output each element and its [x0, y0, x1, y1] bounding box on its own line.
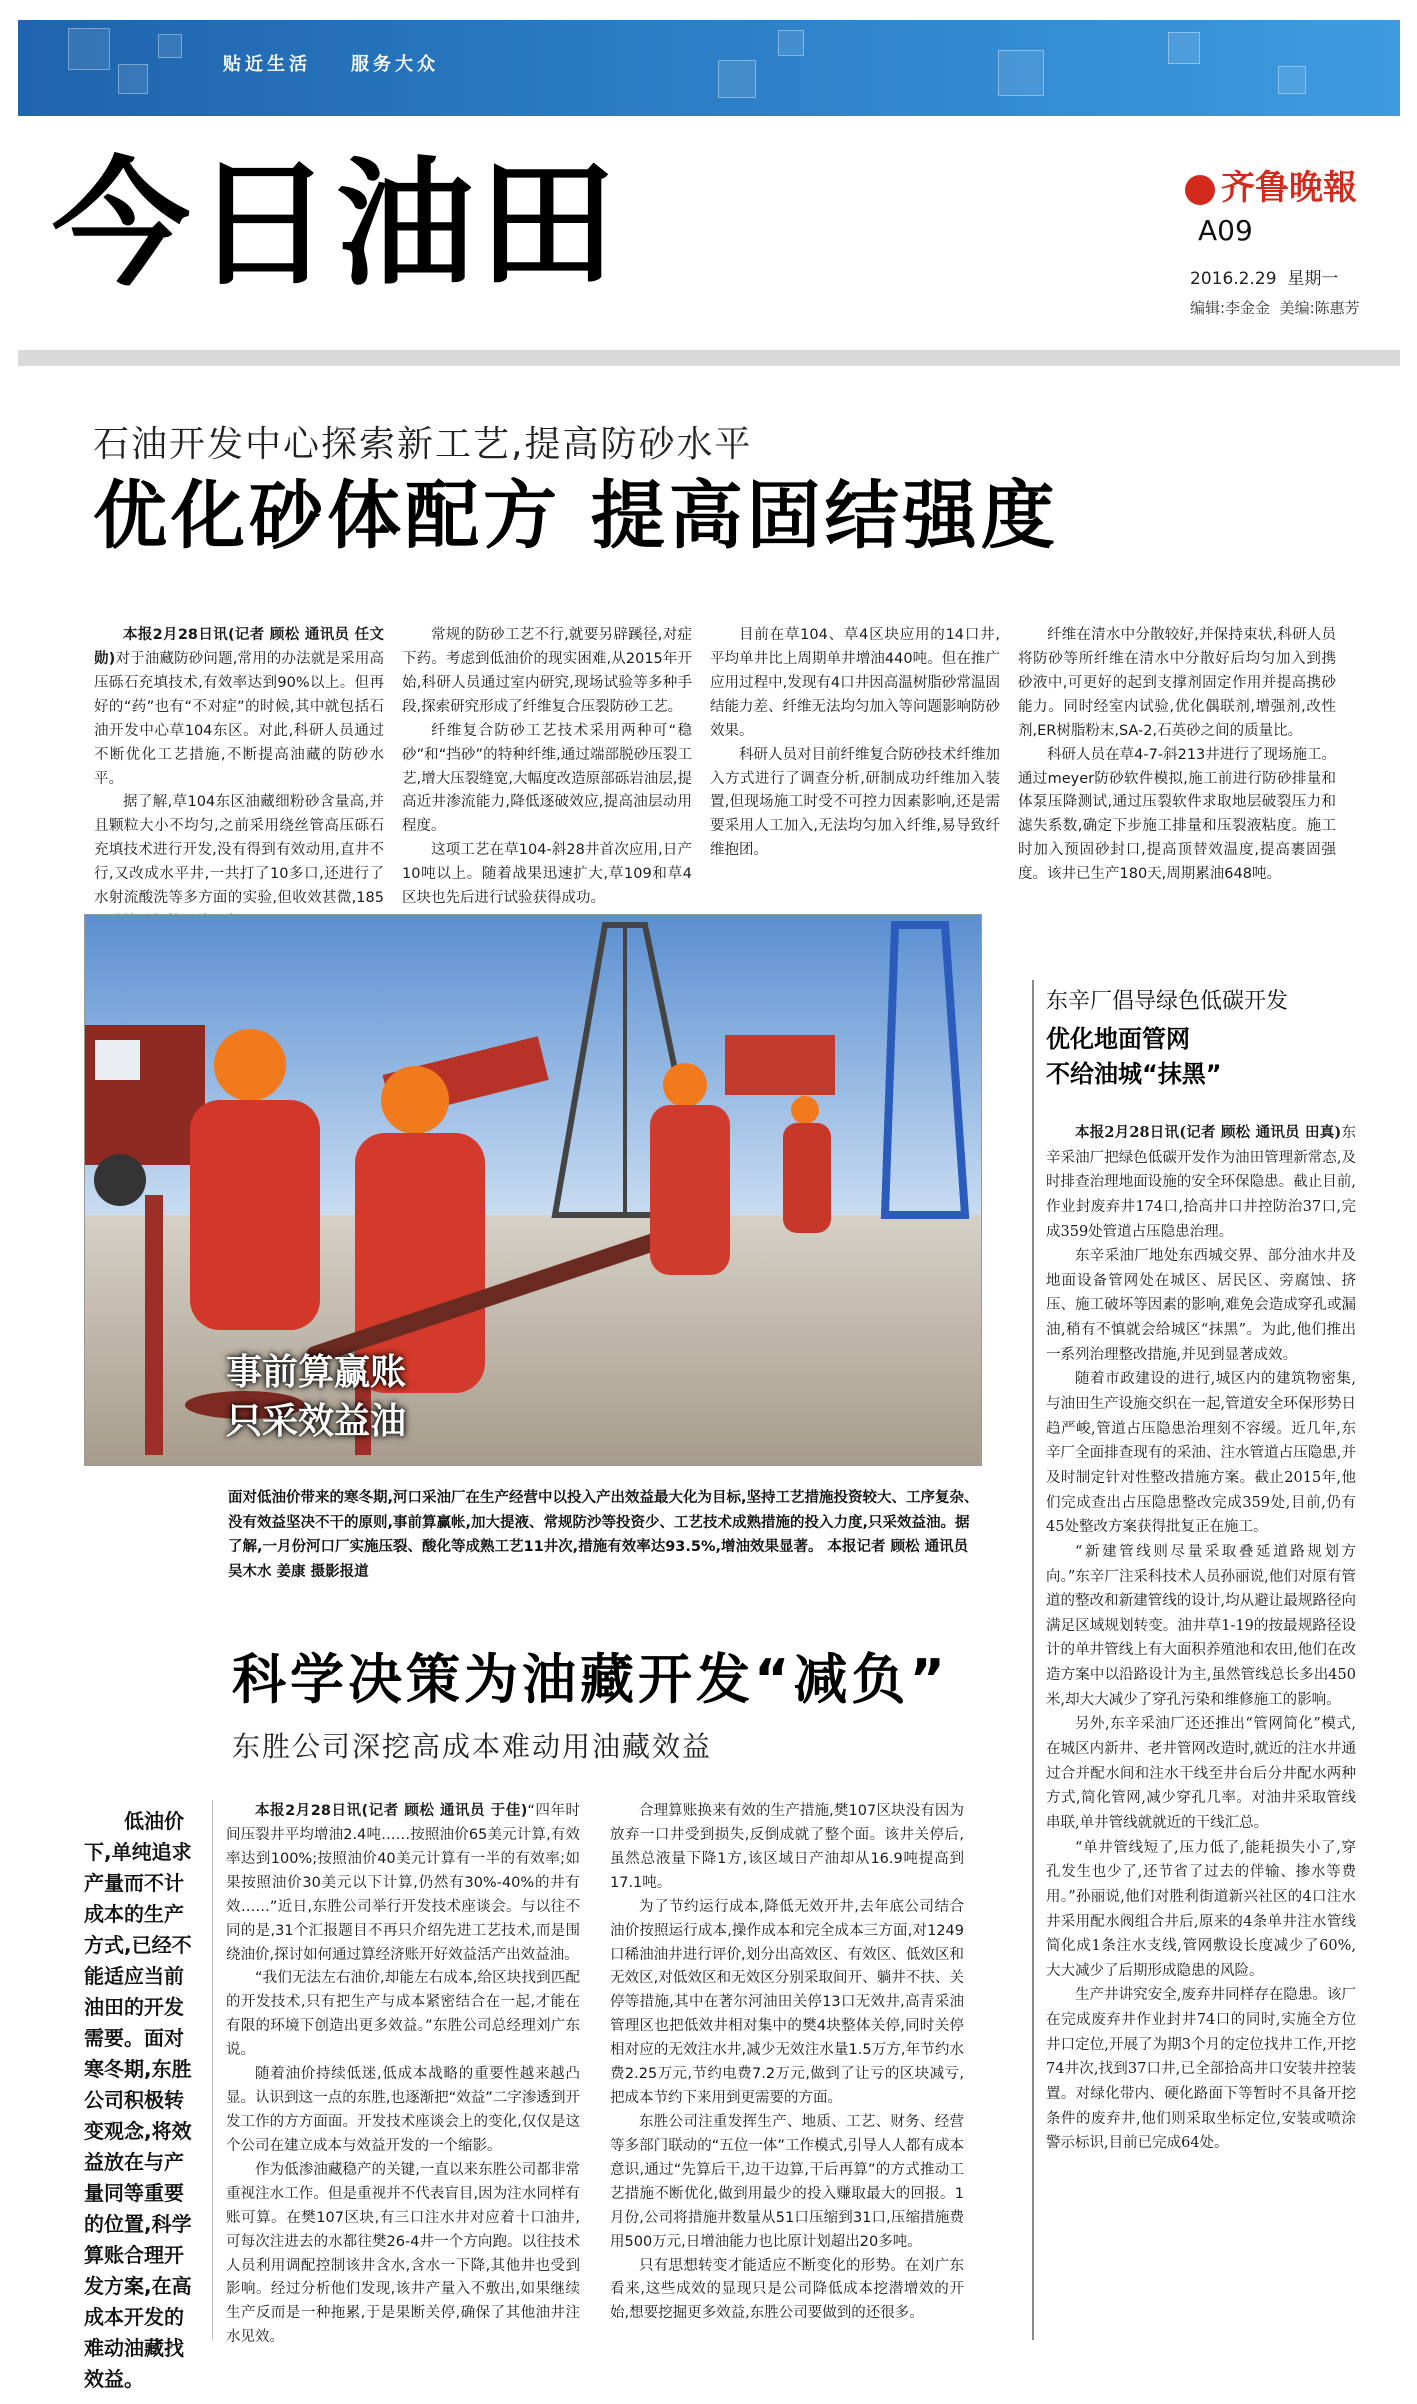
column-divider [212, 1800, 213, 2340]
photo-overlay-line-1: 事前算赢账 [226, 1352, 407, 1393]
decor-square [998, 50, 1044, 96]
article1-lead-para [94, 624, 384, 791]
paragraph: “四年时间压裂井平均增油2.4吨……按照油价65美元计算,有效率达到100%;按照油价40美元计算有一半的有效率;如果按照油价30美元以下计算,仍然有30%-40%的井有效……”近日,东胜公司举行开发技术座谈会。与以往不同的是,31个汇报题目不再只介绍先进工艺技术,而是围绕油价,探讨如何通过算经济账开好效益活产出效益油。 [226, 1803, 580, 1963]
article2-column-1 [226, 1800, 580, 2350]
decor-square [158, 34, 182, 58]
paragraph: 为了节约运行成本,降低无效开井,去年底公司结合油价按照运行成本,操作成本和完全成本三方面,对1249口稀油油井进行评价,划分出高效区、有效区、低效区和无效区,对低效区和无效区分别采取间开、躺井不扶、关停等措施,其中在著尔河油田关停13口无效井,高青采油管理区也把低效井相对集中的樊4块整体关停,同时关停相对应的无效注水井,减少无效注水量1.5万方,年节约水费2.25万元,节约电费7.2万元,做到了让亏的区块减亏,把成本节约下来用到更需要的方面。 [610, 1898, 964, 2107]
paragraph: 随着油价持续低迷,低成本战略的重要性越来越凸显。认识到这一点的东胜,也逐渐把“效益”二字渗透到开发工作的方方面面。开发技术座谈会上的变化,仅仅是这个公司在建立成本与效益开发的一个缩影。 [226, 2066, 580, 2154]
article1-column-2 [402, 624, 692, 911]
photo-overlay-title [226, 1349, 406, 1446]
paragraph: 常规的防砂工艺不行,就要另辟蹊径,对症下药。考虑到低油价的现实困难,从2015年开始,科研人员通过室内研究,现场试验等多种手段,探索研究形成了纤维复合压裂防砂工艺。 [402, 627, 692, 715]
tagline-2: 服务大众 [351, 54, 439, 75]
decor-square [1168, 32, 1200, 64]
article2-lead [84, 1806, 200, 2395]
paragraph: 对于油藏防砂问题,常用的办法就是采用高压砾石充填技术,有效率达到90%以上。但再好的“药”也有“不对症”的时候,其中就包括石油开发中心草104东区。对此,科研人员通过不断优化工艺措施,不断提高油藏的防砂水平。 [94, 650, 384, 787]
decor-square [1278, 66, 1306, 94]
byline: 本报2月28日讯(记者 顾松 通讯员 田真) [1075, 1124, 1342, 1141]
paragraph: “新建管线则尽量采取叠延道路规划方向。”东辛厂注采科技术人员孙丽说,他们对原有管道的整改和新建管线的设计,均从避让最规路径向满足区域规划转变。油井草1-19的按最规路径设计的单井管线上有大面积养殖池和农田,他们在改造方案中以沿路设计为主,虽然管线总长多出450米,却大大减少了穿孔污染和维修施工的影响。 [1046, 1543, 1356, 1708]
byline: 本报2月28日讯(记者 顾松 通讯员 任文勋) [94, 627, 384, 667]
decor-square [68, 28, 110, 70]
paragraph: 随着市政建设的进行,城区内的建筑物密集,与油田生产设施交织在一起,管道安全环保形势日趋严峻,管道占压隐患治理刻不容缓。近几年,东辛厂全面排查现有的采油、注水管道占压隐患,并及时制定针对性整改措施方案。截止2015年,他们完成查出占压隐患整改完成359处,目前,仍有45处整改方案获得批复正在施工。 [1046, 1371, 1356, 1536]
paragraph: “单井管线短了,压力低了,能耗损失小了,穿孔发生也少了,还节省了过去的伴输、掺水等费用。”孙丽说,他们对胜利街道新兴社区的4口注水井采用配水阀组合井后,原来的4条单井注水管线简化成1条注水支线,管网敷设长度减少了60%,大大减少了后期形成隐患的风险。 [1046, 1839, 1356, 1979]
weekday: 星期一 [1287, 269, 1339, 289]
article1-column-3 [710, 624, 1000, 863]
article1-column-1 [94, 624, 384, 935]
editor-credits [1190, 297, 1360, 318]
paragraph: 只有思想转变才能适应不断变化的形势。在刘广东看来,这些成效的显现只是公司降低成本挖潜增效的开始,想要挖掘更多效益,东胜公司要做到的还很多。 [610, 2257, 964, 2322]
designer: 美编:陈惠芳 [1279, 299, 1360, 317]
paragraph: 生产井讲究安全,废弃井同样存在隐患。该厂在完成废弃井作业封井74口的同时,实施全方位井口定位,开展了为期3个月的定位找井工作,开挖74井次,找到37口井,已全部拾高井口安装井控装置。对绿化带内、硬化路面下等暂时不具备开挖条件的废弃井,他们则采取坐标定位,安装或喷涂警示标识,目前已完成64处。 [1046, 1987, 1356, 2152]
paragraph: 纤维复合防砂工艺技术采用两种可“稳砂”和“挡砂”的特种纤维,通过端部脱砂压裂工艺,增大压裂缝宽,大幅度改造原部砾岩油层,提高近井渗流能力,降低逐破效应,提高油层动用程度。 [402, 722, 692, 835]
paragraph: 合理算账换来有效的生产措施,樊107区块没有因为放弃一口井受到损失,反倒成就了整个面。该井关停后,虽然总液量下降1方,该区域日产油却从16.9吨提高到17.1吨。 [610, 1803, 964, 1891]
newspaper-logo [1185, 160, 1357, 209]
logo-icon [1185, 175, 1215, 205]
paragraph: 纤维在清水中分散较好,并保持束状,科研人员将防砂等所纤维在清水中分散好后均匀加入到携砂液中,可更好的起到支撑剂固定作用并提高携砂能力。同时经室内试验,优化偶联剂,增强剂,改性剂,ER树脂粉末,SA-2,石英砂之间的质量比。 [1018, 627, 1336, 739]
article1-column-4 [1018, 624, 1336, 887]
photo-illustration [85, 915, 981, 1465]
paragraph: 目前在草104、草4区块应用的14口井,平均单井比上周期单井增油440吨。但在推广应用过程中,发现有4口井因高温树脂砂常温固结能力差、纤维无法均匀加入等问题影响防砂效果。 [710, 627, 1000, 739]
article2-headline: 科学决策为油藏开发“减负” [232, 1648, 949, 1711]
page-number: A09 [1198, 214, 1253, 247]
photo-caption: 面对低油价带来的寒冬期,河口采油厂在生产经营中以投入产出效益最大化为目标,坚持工艺措施投资较大、工序复杂、没有效益坚决不干的原则,事前算赢帐,加大提液、常规防沙等投资少、工艺技术成熟措施的投入力度,只采效益油。据了解,一月份河口厂实施压裂、酸化等成熟工艺11井次,措施有效率达93.5%,增油效果显著。 本报记者 顾松 通讯员 吴木水 姜康 摄影报道 [228, 1490, 979, 1580]
sidebar-subhead: 东辛厂倡导绿色低碳开发 [1046, 989, 1289, 1014]
paragraph: 作为低渗油藏稳产的关键,一直以来东胜公司都非常重视注水工作。但是重视并不代表盲目,因为注水同样有账可算。在樊107区块,有三口注水井对应着十口油井,可每次注进去的水都往樊26-4井一个方向跑。以往技术人员利用调配控制该井含水,含水一下降,其他井也受到影响。经过分析他们发现,该井产量入不敷出,如果继续生产反而是一种拖累,于是果断关停,确保了其他油井注水见效。 [226, 2161, 580, 2346]
decor-square [778, 30, 804, 56]
tagline-1: 贴近生活 [223, 54, 311, 75]
sidebar-lead-para [1046, 1121, 1356, 1244]
sidebar-headline-line-1: 优化地面管网 [1046, 1025, 1190, 1053]
paragraph: 科研人员对目前纤维复合防砂技术纤维加入方式进行了调查分析,研制成功纤维加入装置,但现场施工时受不可控力因素影响,还是需要采用人工加入,无法均匀加入纤维,易导致纤维抱团。 [710, 746, 1000, 859]
article2-column-2 [610, 1800, 964, 2326]
oilfield-workers-photo [84, 914, 982, 1466]
banner-tagline [223, 50, 479, 76]
paragraph: 东辛采油厂地处东西城交界、部分油水井及地面设备管网处在城区、居民区、旁腐蚀、挤压、施工破坏等因素的影响,难免会造成穿孔或漏油,稍有不慎就会给城区“抹黑”。为此,他们推出一系列治理整改措施,并见到显著成效。 [1046, 1248, 1356, 1363]
paragraph: 另外,东辛采油厂还还推出“管网简化”模式,在城区内新井、老井管网改造时,就近的注水井通过合并配水间和注水干线至井台后分井配水两种方式,简化管网,减少穿孔几率。对油井采取管线串联,单井管线就就近的干线汇总。 [1046, 1716, 1356, 1831]
editor: 编辑:李金金 [1190, 299, 1271, 317]
header-rule [18, 350, 1400, 366]
decor-square [118, 64, 148, 94]
top-banner [18, 20, 1400, 116]
lead-text: 低油价下,单纯追求产量而不计成本的生产方式,已经不能适应当前油田的开发需要。面对寒冬期,东胜公司积极转变观念,将效益放在与产量同等重要的位置,科学算账合理开发方案,在高成本开发的难动油藏找效益。 [84, 1809, 192, 2391]
page-title: 今日油田 [52, 142, 621, 305]
sidebar-headline-line-2: 不给油城“抹黑” [1046, 1059, 1222, 1088]
article1-subhead: 石油开发中心探索新工艺,提高防砂水平 [93, 424, 753, 465]
date: 2016.2.29 [1190, 269, 1277, 289]
article2-lead-para [226, 1800, 580, 1967]
logo-text: 齐鲁晚報 [1221, 168, 1357, 208]
sidebar-headline [1046, 1022, 1222, 1092]
paragraph: 东辛采油厂把绿色低碳开发作为油田管理新常态,及时排查治理地面设施的安全环保隐患。截止目前,作业封废弃井174口,拾高井口井控防治37口,完成359处管道占压隐患治理。 [1046, 1125, 1357, 1240]
article2-subhead: 东胜公司深挖高成本难动用油藏效益 [232, 1730, 713, 1763]
paragraph: “我们无法左右油价,却能左右成本,给区块找到匹配的开发技术,只有把生产与成本紧密结合在一起,才能在有限的环境下创造出更多效益。”东胜公司总经理刘广东说。 [226, 1970, 580, 2059]
dateline [1190, 264, 1338, 289]
article1-headline: 优化砂体配方 提高固结强度 [93, 473, 1059, 559]
photo-overlay-line-2: 只采效益油 [226, 1400, 407, 1442]
paragraph: 科研人员在草4-7-斜213井进行了现场施工。通过meyer防砂软件模拟,施工前进行防砂排量和体泵压降测试,通过压裂软件求取地层破裂压力和滤失系数,确定下步施工排量和压裂液粘度。施工时加入预固砂封口,提高顶替效温度,提高裹固强度。该井已生产180天,周期累油648吨。 [1018, 746, 1336, 883]
sidebar-body [1046, 1121, 1356, 2156]
column-divider [1032, 980, 1034, 2340]
paragraph: 据了解,草104东区油藏细粉砂含量高,并且颗粒大小不均匀,之前采用绕丝管高压砾石充填技术进行开发,没有得到有效动用,直井不行,又改成水平井,一共打了10多口,还进行了水射流酸洗等多方面的实验,但收效甚微,185 [94, 794, 384, 907]
decor-square [718, 60, 756, 98]
paragraph: 东胜公司注重发挥生产、地质、工艺、财务、经营等多部门联动的“五位一体”工作模式,引导人人都有成本意识,通过“先算后干,边干边算,干后再算”的方式推动工艺措施不断优化,做到用最少的投入赚取最大的回报。1月份,公司将措施井数量从51口压缩到31口,压缩措施费用500万元,日增油能力也比原计划超出20多吨。 [610, 2113, 964, 2250]
byline: 本报2月28日讯(记者 顾松 通讯员 于佳) [255, 1803, 528, 1819]
paragraph: 这项工艺在草104-斜28井首次应用,日产10吨以上。随着战果迅速扩大,草109和草4区块也先后进行试验获得成功。 [402, 842, 692, 907]
